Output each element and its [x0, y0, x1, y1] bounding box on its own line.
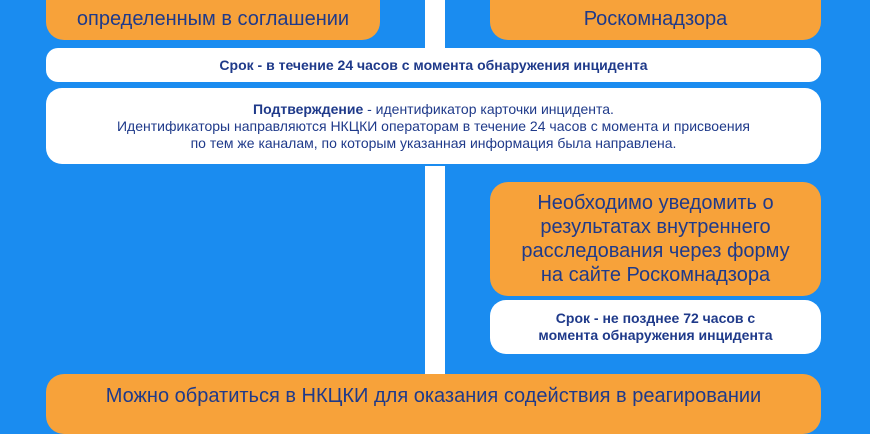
confirmation-line3: по тем же каналам, по которым указанная информация была направлена. [190, 134, 677, 151]
top-right-text: Роскомнадзора [583, 8, 728, 30]
confirmation-line2: Идентификаторы направляются НКЦКИ операторам в течение 24 часов с момента и присвоения [116, 117, 751, 134]
confirmation-label: Подтверждение [253, 100, 364, 117]
deadline-72h-label: Срок [555, 310, 591, 326]
notify-line-3: расследования через форму [521, 240, 790, 262]
deadline-24h-text: - в течение 24 часов с момента обнаружения инцидента [253, 56, 648, 73]
confirmation-box [46, 88, 821, 164]
bottom-box [46, 374, 821, 434]
notify-line-1: Необходимо уведомить о [537, 192, 774, 214]
divider-middle [425, 166, 445, 376]
confirmation-line1: - идентификатор карточки инцидента. [363, 100, 614, 117]
deadline-72h-line1: - не позднее 72 часов с [590, 310, 756, 326]
bottom-text: Можно обратиться в НКЦКИ для оказания содействия в реагировании [105, 385, 762, 407]
divider-top [425, 0, 445, 48]
notify-box [490, 182, 821, 296]
top-left-box [46, 0, 380, 40]
top-right-box [490, 0, 821, 40]
deadline-72h-line2: момента обнаружения инцидента [538, 327, 773, 343]
notify-line-4: на сайте Роскомнадзора [540, 264, 771, 286]
deadline-24h-label: Срок [219, 56, 254, 73]
notify-line-2: результатах внутреннего [540, 216, 771, 238]
top-left-text: определенным в соглашении [76, 8, 350, 30]
deadline-24h-box [46, 48, 821, 82]
deadline-72h-box [490, 300, 821, 354]
